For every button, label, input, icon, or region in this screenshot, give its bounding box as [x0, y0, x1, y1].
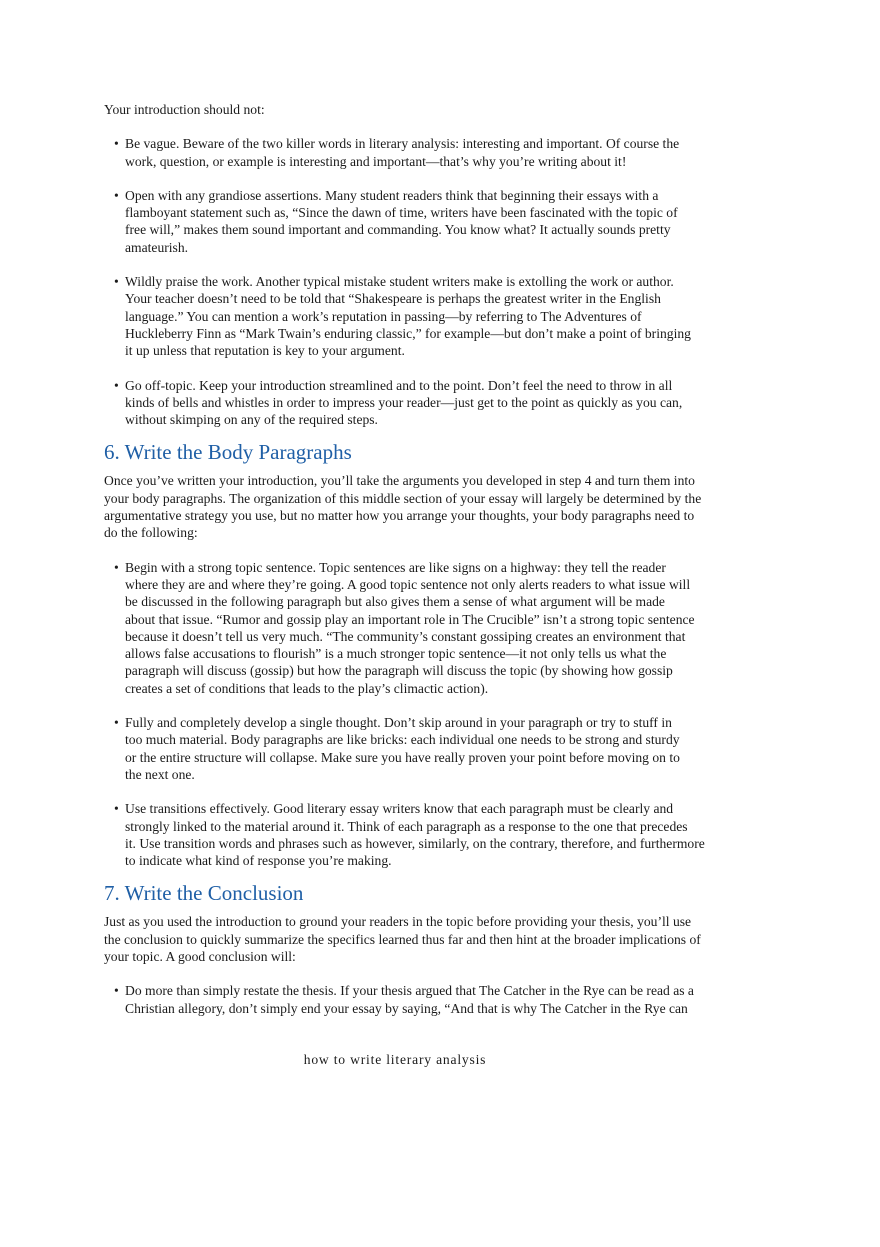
- document-page: [104, 101, 744, 1034]
- list-item: • Be vague. Beware of the two killer words in literary analysis: interesting and important. Of course the work, question, or example is interesting and important—that’s why you’re writing about it!: [104, 135, 744, 170]
- conclusion-bullet-list: [104, 982, 744, 1017]
- conclusion-intro: Just as you used the introduction to ground your readers in the topic before providing your thesis, you’ll use the conclusion to quickly summarize the specifics learned thus far and then hint at the broader implications of your topic. A good conclusion will:: [104, 914, 701, 964]
- section-heading-conclusion: 7. Write the Conclusion: [104, 881, 304, 906]
- list-item: • Use transitions effectively. Good literary essay writers know that each paragraph must be clearly and strongly linked to the material around it. Think of each paragraph as a response to the one that precedes it. Use transition words and phrases such as however, similarly, on the contrary, therefore, and furthermore to indicate what kind of response you’re making.: [104, 800, 744, 869]
- list-item: • Begin with a strong topic sentence. Topic sentences are like signs on a highway: they tell the reader where they are and where they’re going. A good topic sentence not only alerts readers to what issue will be discussed in the following paragraph but also gives them a sense of what argument will be made about that issue. “Rumor and gossip play an important role in The Crucible” isn’t a strong topic sentence because it doesn’t tell us very much. “The community’s constant gossiping creates an environment that allows false accusations to flourish” is a much stronger topic sentence—it not only tells us what the paragraph will discuss (gossip) but how the paragraph will discuss the topic (by showing how gossip creates a set of conditions that leads to the play’s climactic action).: [104, 559, 744, 697]
- section-heading-body-paragraphs: 6. Write the Body Paragraphs: [104, 440, 352, 465]
- page-footer: how to write literary analysis: [303, 1052, 487, 1067]
- body-paragraphs-intro: Once you’ve written your introduction, you’ll take the arguments you developed in step 4 and turn them into your body paragraphs. The organization of this middle section of your essay will largely be determined by the argumentative strategy you use, but no matter how you arrange your thoughts, your body paragraphs need to do the following:: [104, 473, 702, 541]
- list-item: • Do more than simply restate the thesis. If your thesis argued that The Catcher in the Rye can be read as a Christian allegory, don’t simply end your essay by saying, “And that is why The Catcher in the Rye can: [104, 982, 744, 1017]
- intro-bullet-list: [104, 135, 744, 428]
- list-item: • Go off-topic. Keep your introduction streamlined and to the point. Don’t feel the need to throw in all kinds of bells and whistles in order to impress your reader—just get to the point as quickly as you can, without skimping on any of the required steps.: [104, 377, 744, 429]
- list-item: • Fully and completely develop a single thought. Don’t skip around in your paragraph or try to stuff in too much material. Body paragraphs are like bricks: each individual one needs to be strong and sturdy or the entire structure will collapse. Make sure you have really proven your point before moving on to the next one.: [104, 714, 744, 783]
- body-bullet-list: [104, 559, 744, 870]
- intro-label: Your introduction should not:: [104, 102, 265, 117]
- list-item: • Open with any grandiose assertions. Many student readers think that beginning their essays with a flamboyant statement such as, “Since the dawn of time, writers have been fascinated with the topic of free will,” makes them sound important and commanding. You know what? It actually sounds pretty amateurish.: [104, 187, 744, 256]
- list-item: • Wildly praise the work. Another typical mistake student writers make is extolling the work or author. Your teacher doesn’t need to be told that “Shakespeare is perhaps the greatest writer in the English language.” You can mention a work’s reputation in passing—by referring to The Adventures of Huckleberry Finn as “Mark Twain’s enduring classic,” for example—but don’t make a point of bringing it up unless that reputation is key to your argument.: [104, 273, 744, 359]
